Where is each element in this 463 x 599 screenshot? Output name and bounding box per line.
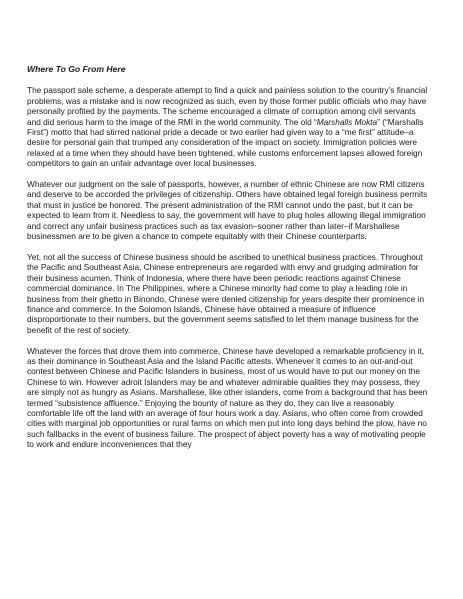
paragraph-3: Yet, not all the success of Chinese business should be ascribed to unethical business practices. Throughout the Pacific and Southeast Asia, Chinese entrepreneurs are regarded with envy and grudging admiration for their business acumen. Think of Indonesia, where there have been periodic reactions against Chinese commercial dominance. In The Philippines, where a Chinese minority had come to play a leading role in business from their ghetto in Binondo, Chinese were denied citizenship for years despite their prominence in finance and commerce. In the Solomon Islands, Chinese have obtained a measure of influence disproportionate to their numbers, but the government seems satisfied to let them manage business for the benefit of the rest of society.	[27, 251, 425, 335]
section-heading: Where To Go From Here	[27, 64, 126, 74]
paragraph-1-text-b: ” (“Marshalls First”) motto that had stirred national pride a decade or two earlier had given way to a “me first” attitude–a desire for personal gain that trumped any consideration of the impact on society. Immigration policies were relaxed at a time when they should have been tightened, while customs enforcement lapses allowed foreign competitors to gain an unfair advantage over local businesses.	[27, 116, 424, 169]
paragraph-4: Whatever the forces that drove them into commerce, Chinese have developed a remarkable proficiency in it, as their dominance in Southeast Asia and the Island Pacific attests. Whenever it comes to an out-and-out contest between Chinese and Pacific Islanders in business, most of us would have to put our money on the Chinese to win. However adroit Islanders may be and whatever admirable qualities they may possess, they are simply not as hungry as Asians. Marshallese, like other islanders, come from a background that has been termed “subsistence affluence.” Enjoying the bounty of nature as they do, they can live a reasonably comfortable life off the land with an average of four hours work a day. Asians, who often come from crowded cities with marginal job opportunities or rural farms on which men put into long days behind the plow, have no such fallbacks in the event of business failure. The prospect of abject poverty has a way of motivating people to work and endure inconveniences that they	[27, 345, 428, 450]
paragraph-2: Whatever our judgment on the sale of passports, however, a number of ethnic Chinese are now RMI citizens and deserve to be accorded the privileges of citizenship. Others have obtained legal foreign business permits that must in justice be honored. The present administration of the RMI cannot undo the past, but it can be expected to learn from it. Needless to say, the government will have to plug holes allowing illegal immigration and correct any unfair business practices such as tax evasion–sooner rather than later–if Marshallese businessmen are to be given a chance to compete equitably with their Chinese counterparts.	[27, 179, 428, 242]
paragraph-1-italic-motto: Marshalls Mokta	[316, 116, 378, 127]
paragraph-1-text-a: The passport sale scheme, a desperate attempt to find a quick and painless solution to the country’s financial problems, was a mistake and is now recognized as such, even by those former public officials who may have personally profited by the payments. The scheme encouraged a climate of corruption among civil servants and did serious harm to the image of the RMI in the world community. The old “	[27, 85, 428, 127]
paragraph-1	[27, 85, 429, 168]
